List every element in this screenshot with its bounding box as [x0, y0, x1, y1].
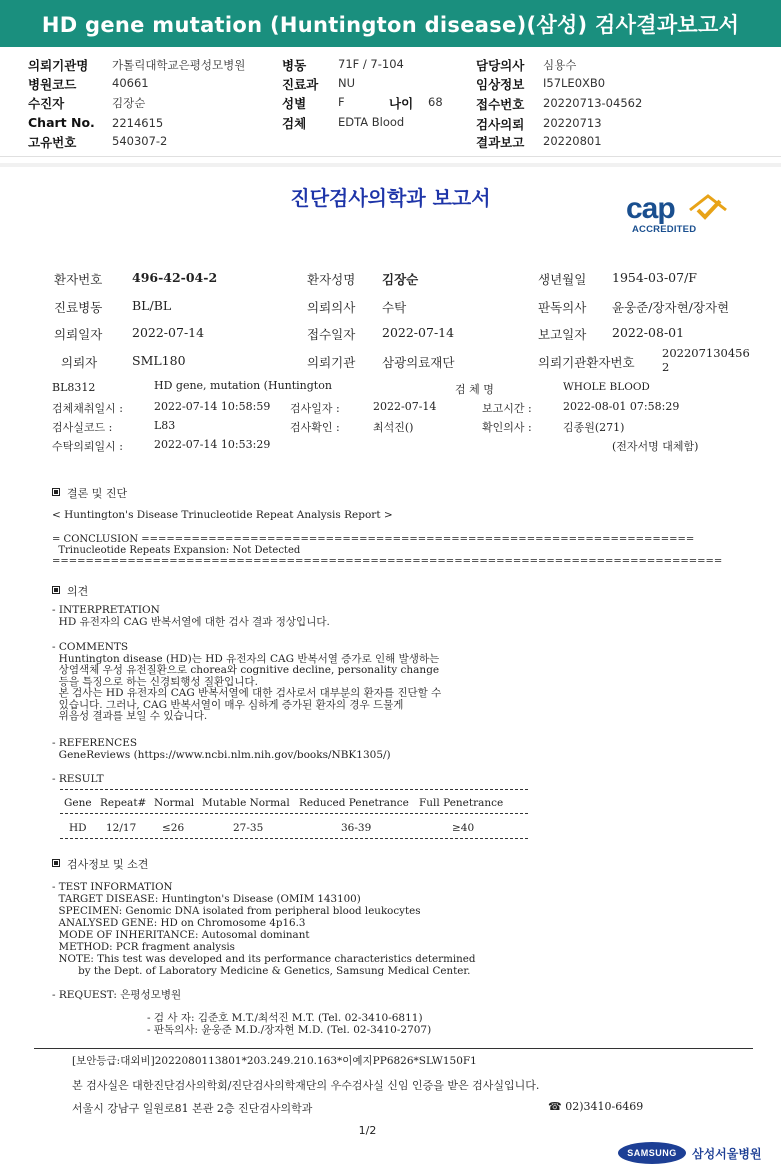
hdr-age-label: 나이 — [389, 96, 414, 111]
patient-label: 판독의사 — [538, 300, 587, 315]
result-header: Full Penetrance — [419, 797, 504, 809]
result-bottom-rule — [60, 838, 528, 839]
result-header: Normal — [154, 797, 195, 809]
report-banner: HD gene mutation (Huntington disease)(삼성) 검사결과보고서 — [0, 0, 781, 47]
specimen-value: WHOLE BLOOD — [563, 381, 650, 393]
hdr-age-value: 68 — [428, 95, 443, 109]
cap-accredited-logo — [626, 192, 736, 238]
patient-value: 삼광의료재단 — [382, 355, 455, 370]
result-header: Mutable Normal — [202, 797, 290, 809]
phone-line: ☎ 02)3410-6469 — [548, 1100, 644, 1113]
hdr-label: 성별 — [282, 96, 307, 111]
references-block: - REFERENCES GeneReviews (https://www.ncbi.nlm.nih.gov/books/NBK1305/) — [52, 737, 391, 761]
info-heading: 검사정보 및 소견 — [67, 858, 149, 871]
result-cell: 27-35 — [233, 822, 264, 834]
patient-value: 2022-08-01 — [612, 325, 685, 340]
patient-value: 496-42-04-2 — [132, 270, 218, 285]
patient-label: 생년월일 — [538, 272, 587, 287]
hdr-value: EDTA Blood — [338, 115, 405, 129]
samsung-hospital-name: 삼성서울병원 — [692, 1147, 762, 1161]
test-code: BL8312 — [52, 381, 96, 394]
patient-value: SML180 — [132, 353, 186, 368]
certification-line: 본 검사실은 대한진단검사의학회/진단검사의학재단의 우수검사실 신임 인증을 받은 검사실입니다. — [72, 1079, 540, 1092]
patient-value: 김장순 — [382, 272, 419, 287]
patient-value: 윤웅준/장자현/장자현 — [612, 300, 730, 315]
hdr-value: NU — [338, 76, 356, 90]
result-header: Reduced Penetrance — [299, 797, 409, 809]
section-heading — [52, 856, 148, 872]
info-value: 2022-07-14 10:58:59 — [154, 400, 271, 413]
patient-value: BL/BL — [132, 298, 172, 313]
comments-block: - COMMENTS Huntington disease (HD)는 HD 유전자의 CAG 반복서열 증가로 인해 발생하는 상염색체 우성 유전질환으로 chorea와 cognitive decline, personality change 등을 특징으로 하는 신경퇴행성 질환입니다. 본 검사는 HD 유전자의 CAG 반복서열에 대한 검사로서 대부분의 환자를 진단할 수 있습니다. 그러나, CAG 반복서열이 매우 심하게 증가된 환자의 경우 드물게 위음성 결과를 보일 수 있습니다. — [52, 641, 442, 722]
security-line: [보안등급:대외비]2022080113801*203.249.210.163*이예지PP6826*SLW150F1 — [72, 1055, 477, 1067]
patient-label: 환자성명 — [307, 272, 356, 287]
hdr-value: 가톨릭대학교은평성모병원 — [112, 58, 246, 72]
hdr-label: 진료과 — [282, 77, 319, 92]
cap-logo-accredited: ACCREDITED — [632, 224, 697, 235]
result-cell: HD — [69, 822, 87, 834]
header-shadow — [0, 163, 781, 167]
patient-label: 환자번호 — [54, 272, 103, 287]
hdr-label: 임상정보 — [476, 77, 525, 92]
opinion-heading: 의견 — [67, 585, 89, 598]
hdr-value: 20220713 — [543, 116, 602, 130]
info-label: 확인의사 : — [482, 421, 532, 434]
samsung-oval: SAMSUNG — [618, 1142, 686, 1164]
patient-label: 의뢰기관 — [307, 355, 356, 370]
info-label: 검체채취일시 : — [52, 402, 123, 415]
square-bullet-icon — [52, 488, 60, 496]
patient-value: 1954-03-07/F — [612, 270, 697, 285]
section-heading — [52, 485, 127, 501]
patient-label: 의뢰의사 — [307, 300, 356, 315]
hdr-value: 20220801 — [543, 134, 602, 148]
square-bullet-icon — [52, 859, 60, 867]
patient-label: 접수일자 — [307, 327, 356, 342]
header-divider — [0, 156, 781, 157]
result-mid-rule — [60, 813, 528, 814]
square-bullet-icon — [52, 586, 60, 594]
report-subtitle: < Huntington's Disease Trinucleotide Repeat Analysis Report > — [52, 509, 393, 521]
info-value: 최석진() — [373, 421, 414, 434]
hdr-label: 검체 — [282, 116, 307, 131]
result-cell: ≥40 — [452, 822, 475, 834]
hdr-value: F — [338, 95, 345, 109]
hdr-label: 병원코드 — [28, 77, 77, 92]
hdr-value: 540307-2 — [112, 134, 168, 148]
patient-label: 진료병동 — [54, 300, 103, 315]
patient-label: 의뢰기관환자번호 — [538, 355, 635, 370]
hdr-label: 접수번호 — [476, 97, 525, 112]
samsung-hospital-logo — [618, 1140, 762, 1166]
hdr-value: 김장순 — [112, 96, 146, 110]
test-information-block: - TEST INFORMATION TARGET DISEASE: Huntington's Disease (OMIM 143100) SPECIMEN: Genomic DNA isolated from peripheral blood leukocytes ANALYSED GENE: HD on Chromosome 4p16.3 MODE OF INHERITANCE: Autosomal dominant METHOD: PCR fragment analysis NOTE: This test was developed and its performance characteristics determined by the Dept. of Laboratory Medicine & Genetics, Samsung Medical Center. — [52, 881, 476, 977]
patient-label: 보고일자 — [538, 327, 587, 342]
hdr-label: 병동 — [282, 58, 307, 73]
hdr-label: 수진자 — [28, 96, 65, 111]
info-label: 검사일자 : — [290, 402, 340, 415]
report-title: 진단검사의학과 보고서 — [290, 186, 491, 210]
hdr-value: 2214615 — [112, 116, 164, 130]
info-value: 김종원(271) — [563, 421, 625, 434]
info-value: L83 — [154, 419, 176, 432]
hdr-label: 의뢰기관명 — [28, 58, 89, 73]
info-label: 검사실코드 : — [52, 421, 113, 434]
conclusion-block: = CONCLUSION ================================================================== Trinucleotide Repeats Expansion: Not Detected ================================================================================ — [52, 534, 723, 567]
result-cell: 12/17 — [106, 822, 137, 834]
info-label: 보고시간 : — [482, 402, 532, 415]
result-cell: 36-39 — [341, 822, 372, 834]
hdr-value: 심용수 — [543, 58, 577, 72]
staff-block: - 검 사 자: 김준호 M.T./최석진 M.T. (Tel. 02-3410-6811) - 판독의사: 윤웅준 M.D./장자현 M.D. (Tel. 02-3410-2707) — [147, 1012, 432, 1036]
result-label: - RESULT — [52, 773, 104, 785]
footer-divider — [34, 1048, 753, 1049]
hdr-value: I57LE0XB0 — [543, 76, 606, 90]
hdr-value: 40661 — [112, 76, 149, 90]
hdr-label: 담당의사 — [476, 58, 525, 73]
patient-value: 수탁 — [382, 300, 407, 315]
patient-label: 의뢰일자 — [54, 327, 103, 342]
section-heading — [52, 583, 88, 599]
patient-value: 2022-07-14 — [132, 325, 205, 340]
info-label: 수탁의뢰일시 : — [52, 440, 123, 453]
hdr-label: 결과보고 — [476, 135, 525, 150]
patient-label: 의뢰자 — [61, 355, 98, 370]
conclusion-heading: 결론 및 진단 — [67, 487, 128, 500]
address-line: 서울시 강남구 일원로81 본관 2층 진단검사의학과 — [72, 1102, 313, 1115]
specimen-label: 검 체 명 — [455, 383, 494, 396]
info-value: 2022-08-01 07:58:29 — [563, 400, 680, 413]
result-header: Gene — [64, 797, 92, 809]
page-number: 1/2 — [358, 1124, 377, 1137]
result-top-rule — [60, 789, 528, 790]
patient-value: 202207130456 — [662, 346, 750, 360]
hdr-label: 고유번호 — [28, 135, 77, 150]
cap-logo-word: cap — [626, 192, 675, 225]
signature-note: (전자서명 대체함) — [612, 440, 699, 453]
test-name: HD gene, mutation (Huntington — [154, 379, 332, 392]
cap-check-icon — [688, 192, 728, 224]
info-value: 2022-07-14 10:53:29 — [154, 438, 271, 451]
hdr-value: 20220713-04562 — [543, 96, 643, 110]
patient-value: 2022-07-14 — [382, 325, 455, 340]
info-value: 2022-07-14 — [373, 400, 437, 413]
interpretation-block: - INTERPRETATION HD 유전자의 CAG 반복서열에 대한 검사 결과 정상입니다. — [52, 604, 330, 628]
result-cell: ≤26 — [162, 822, 185, 834]
patient-value-wrap: 2 — [662, 360, 670, 374]
request-block: - REQUEST: 은평성모병원 — [52, 989, 182, 1001]
hdr-label: 검사의뢰 — [476, 117, 525, 132]
hdr-value: 71F / 7-104 — [338, 57, 404, 71]
info-label: 검사확인 : — [290, 421, 340, 434]
hdr-label: Chart No. — [28, 115, 95, 130]
result-header: Repeat# — [100, 797, 147, 809]
